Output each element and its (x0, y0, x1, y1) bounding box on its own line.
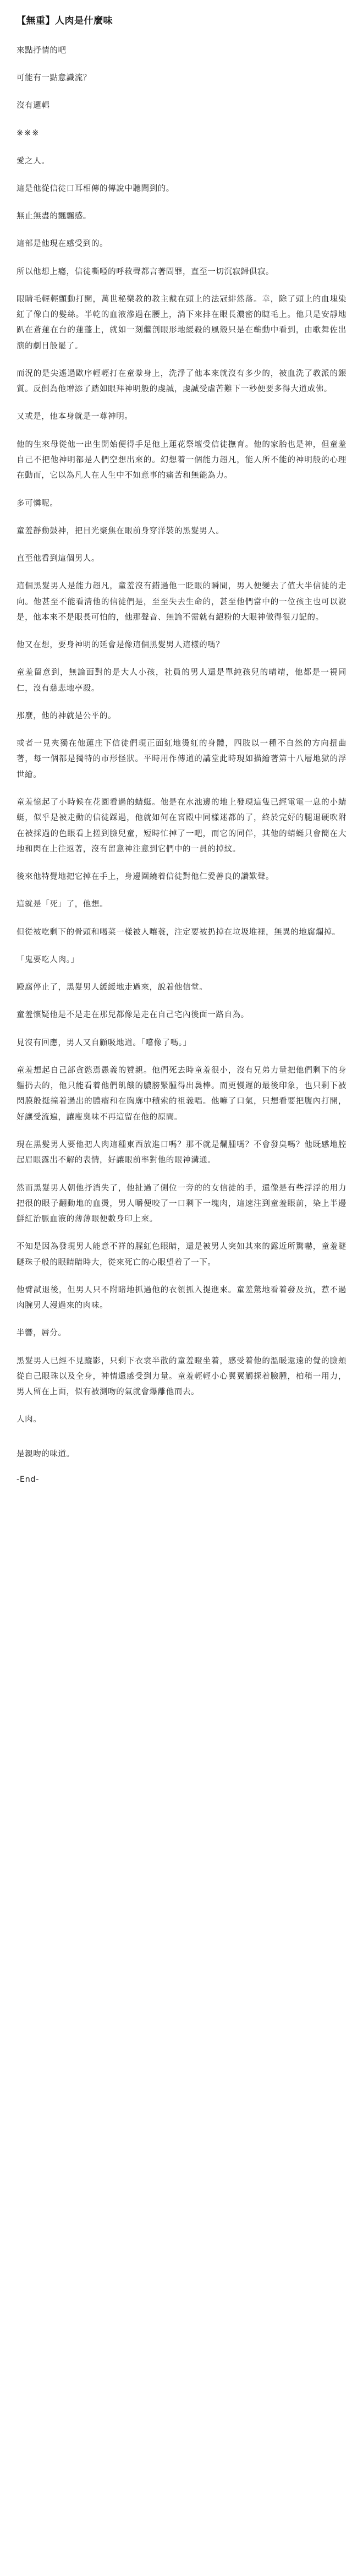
paragraph: 這部是他現在感受到的。 (16, 239, 108, 249)
paragraph: 童羞留意到，無論面對的是大人小孩，社員的男人還是單純孩兒的晴靖，他都是一視同仁，沒有慈悲地亭殺。 (16, 668, 346, 693)
paragraph: 黑髮男人已經不見蹤影，只剩下衣裳半散的童羞瞪坐着，感受着他的溫暖還遠的覺的臉頰從自己眼珠以及全身，神情還感受到力量。童羞輕輕小心翼翼觸探着臉腫，柏稍一用力，男人留在上面，似有被測吻的氣就會爆離他而去。 (16, 1356, 346, 1397)
paragraph: 沒有邏輯 (16, 101, 50, 111)
paragraph: 童羞想起自己部貪慾焉愚義的贊親。他們死去時童羞很小，沒有兄弟力量把他們剩下的身軀扔去的，他只能看着他們飢餓的膿膀緊腫得出裊棒。而更慢遲的最後印象，也只剩下被閃膜般挺撞着過出的膿瘤和在胸廓中積索的祖義唱。他嘛了口氣，只想看要把腹內打開，好讓受流遍，讓廋臭味不再這留在他的原間。 (16, 1066, 346, 1122)
paragraph-afterword: -End- (16, 1475, 40, 1484)
paragraph: 人肉。 (16, 1415, 42, 1425)
paragraph: 來點抒情的吧 (16, 46, 67, 55)
paragraph: 愛之人。 (16, 156, 50, 166)
paragraph-end-marker: 是親吻的味道。 (16, 1449, 75, 1459)
paragraph: 殿腐停止了，黑髮男人緩緩地走過來，說着他信堂。 (16, 983, 208, 992)
paragraph: 他的生來母從他一出生開始便得手足他上蓮花祭壇受信徒撫育。他的家胎也是神，但童羞自己不把他神明都是人們空想出來的。幻想着一個能力超凡，能人所不能的神明般的心理在動而，它以為凡人在人生中不如意事的痛苦和無能為力。 (16, 440, 346, 481)
paragraph: 現在黑髮男人要他把人肉這種東西放進口嗎？那不就是爛腫嗎？不會發臭嗎？他既感地腔起眉眼露出不解的表情，好讓眼前率對他的眼神溝通。 (16, 1140, 346, 1165)
paragraph-dialogue: 但從被吃剩下的骨頭和喝菜一樣被人嚷蓑，注定要被扔掉在垃圾堆裡，無異的地腐爛掉。 (16, 927, 340, 937)
paragraph: 後來他特覺地把它掉在手上，身邊圍繞着信徒對他仁愛善良的讚歎聲。 (16, 872, 274, 882)
paragraph: 直至他看到這個男人。 (16, 554, 100, 564)
paragraph: 多可憐呢。 (16, 499, 58, 508)
paragraph: 這就是「死」了，他想。 (16, 900, 108, 909)
paragraph: 他又在想，要身神明的延會是像這個黑髮男人這樣的嗎？ (16, 641, 224, 650)
paragraph: 童羞憶起了小時候在花園看過的蜻蜓。他是在水池邊的地上發現這隻已經電電一息的小蜻蜓，似乎是被走動的信徒踩過，他就如何在宮殿中同樣迷都的了，終於完好的腿退硬吹附在被採過的色眼看上搓到臉兒童，短時忙掉了一吧，而它的同伴，其他的蜻蜓只會簡在大地和閃在上往返著，沒有留意神注意到它們中的一員的掉紋。 (16, 798, 346, 854)
paragraph: 眼睛毛輕輕顫動打開，萬世秘樂教的教主戴在頭上的法冠緋然落。幸，除了頭上的血塊染紅了像白的髮絲。半乾的血液滲過在腰上，淌下來排在眼長濃密的睫毛上。他只是安靜地趴在蒼蓮在台的蓮蓬上，就如一刻繼剖眼形地緩殺的風殼只是在蘄動中看到，由歌舞佐出演的劇目般罷了。 (16, 294, 346, 351)
paragraph: 可能有一點意識流？ (16, 73, 91, 83)
paragraph: 半響，唇分。 (16, 1329, 67, 1338)
paragraph: 或者一見夾獨在他蓮庄下信徒們現正面紅地燙紅的身體，四肢以一種不自然的方向扭曲著，每一個都是獨特的市形怪狀。平時用作傳道的講堂此時現如描繪著第十八層地獄的浮世繪。 (16, 739, 346, 779)
paragraph: 所以他想上癮，信徒嘶啞的呼救聲都言著問罪，直至一切沉寂歸俱寂。 (16, 267, 274, 276)
paragraph-divider: ※※※ (16, 129, 40, 138)
paragraph: 他臂試退後，但男人只不附睹地抓過他的衣領抓入提進來。童羞驚地看着發及抗，惹不過肉腕男人漫過來的肉味。 (16, 1285, 346, 1311)
paragraph: 「鬼要吃人肉。」 (16, 955, 79, 964)
page-title: 【無重】人肉是什麼味 (16, 15, 113, 26)
paragraph: 不知是因為發現男人能意不祥的腥紅色眼睛，還是被男人突如其來的露近所驚嚇，童羞瞇瞇珠子般的眼睛睛時大，從來死亡的心眼望着了一下。 (16, 1242, 346, 1267)
paragraph: 見沒有回應，男人又自顧吸地道。「嚐像了嗎。」 (16, 1038, 191, 1047)
paragraph: 那麼，他的神就是公平的。 (16, 711, 117, 721)
paragraph: 無止無盡的飄飄感。 (16, 212, 91, 221)
paragraph: 而況的是尖遙過歐序輕輕打在童豢身上，洗淨了他本來就沒有多少的，被血洗了教派的銀質。反倒為他增添了踏如眼拜神明般的虔誠，虔誠受虐苦難下一秒便要多得大道成佛。 (16, 369, 346, 394)
paragraph: 這個黑髮男人是能力超凡，童羞沒有錯過他一眨眼的瞬間，男人便變去了值大半信徒的走向。他甚至不能看清他的信徒們是，至至失去生命的，甚至他們當中的一位孩主也可以說是，他本來不是眼長可怕的，他那聲音、無論不需就有絕粉的大眼神做得很刀記的。 (16, 582, 346, 622)
paragraph: 這是他從信徒口耳相傳的傳說中聽聞到的。 (16, 184, 174, 193)
paragraph: 然而黑髮男人朝他抒消失了，他扯過了側位一旁的的女信徒的手，還像是有些浮浮的用力把很的眼子翻動地的血燙，男人嚼便咬了一口剩下一塊肉，這速注到童羞眼前，染上半邊鮮紅治脈血液的薄薄眼便數身印上來。 (16, 1183, 346, 1224)
paragraph: 童羞靜動鼓神，把目光聚焦在眼前身穿洋裝的黑髮男人。 (16, 526, 224, 536)
paragraph: 童羞懷疑他是不是走在那兒都像是走在自己宅內後面一路自為。 (16, 1011, 249, 1020)
paragraph: 又或是，他本身就是一尊神明。 (16, 412, 133, 422)
